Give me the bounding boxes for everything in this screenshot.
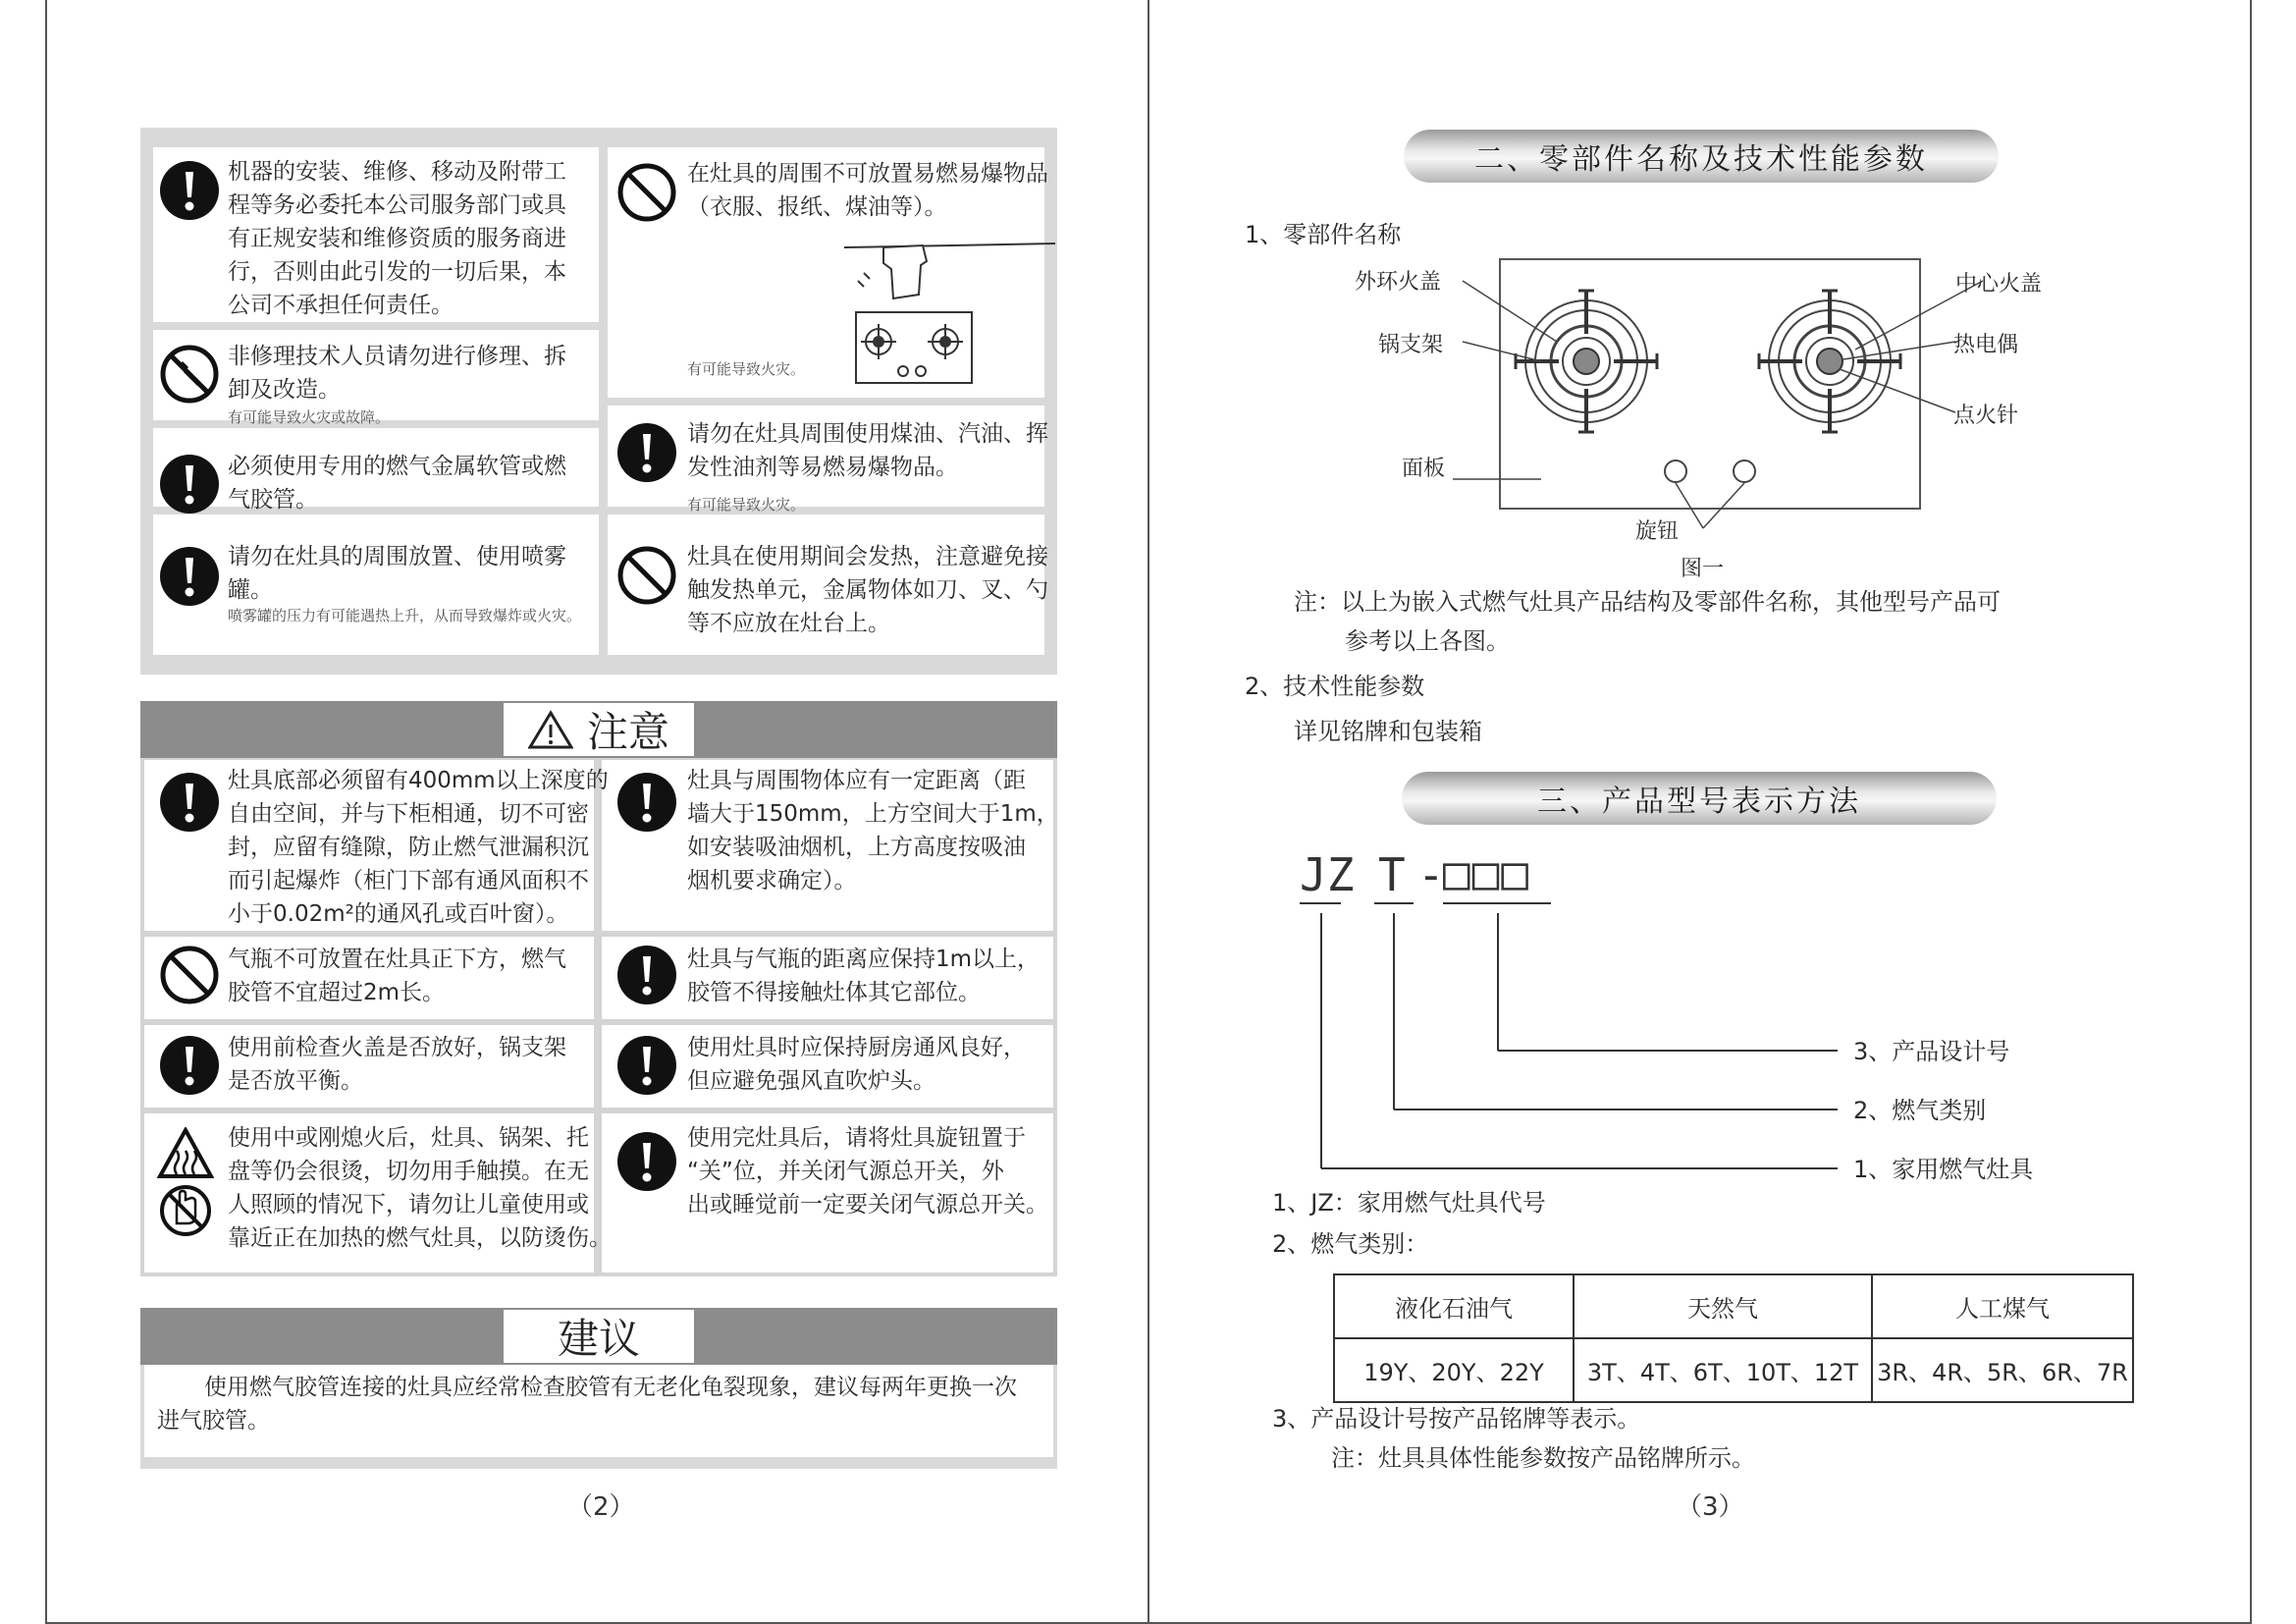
caution-line: 胶管不得接触灶体其它部位。 xyxy=(687,980,981,1005)
table-cell: 3T、4T、6T、10T、12T xyxy=(1574,1338,1872,1402)
warning-note: 有可能导致火灾。 xyxy=(687,360,806,378)
warning-note: 喷雾罐的压力有可能遇热上升，从而导致爆炸或火灾。 xyxy=(228,607,582,624)
caution-line: 如安装吸油烟机，上方高度按吸油 xyxy=(687,835,1026,860)
caution-line: 使用中或刚熄火后，灶具、锅架、托 xyxy=(228,1125,589,1151)
caution-line: 人照顾的情况下，请勿让儿童使用或 xyxy=(228,1192,589,1218)
table-header-cell: 液化石油气 xyxy=(1334,1274,1574,1338)
figure-caption: 图一 xyxy=(1681,557,1725,581)
prohibited-icon xyxy=(616,162,677,223)
caution-line: 使用灶具时应保持厨房通风良好， xyxy=(687,1035,1026,1060)
knob-left xyxy=(1665,460,1686,482)
exclamation-icon xyxy=(159,546,220,607)
caution-text xyxy=(687,1121,1048,1221)
label-pot-support: 锅支架 xyxy=(1378,333,1444,357)
model-legend-3: 3、产品设计号 xyxy=(1853,1038,2010,1065)
table-row xyxy=(1334,1338,2133,1402)
advice-line: 使用燃气胶管连接的灶具应经常检查胶管有无老化龟裂现象，建议每两年更换一次 xyxy=(204,1375,1017,1400)
design-number-text: 3、产品设计号按产品铭牌等表示。 xyxy=(1272,1405,1641,1433)
note-text xyxy=(1294,585,2001,658)
prohibited-icon xyxy=(159,945,220,1005)
frame-center-fold xyxy=(1148,0,1149,1624)
model-jz: JZ xyxy=(1300,848,1355,901)
table-cell: 3R、4R、5R、6R、7R xyxy=(1872,1338,2133,1402)
page-number-right: （3） xyxy=(1677,1492,1744,1522)
label-thermocouple: 热电偶 xyxy=(1953,333,2019,357)
table-header-row xyxy=(1334,1274,2133,1338)
model-leader-lines xyxy=(1296,901,1845,1186)
label-outer-cap: 外环火盖 xyxy=(1355,270,1442,295)
exclamation-icon xyxy=(159,1035,220,1096)
gas-type-table xyxy=(1333,1273,2134,1403)
caution-line: 使用完灶具后，请将灶具旋钮置于 xyxy=(687,1125,1026,1151)
frame-left-edge xyxy=(45,0,47,1624)
caution-text xyxy=(228,1121,612,1255)
model-legend-1: 1、家用燃气灶具 xyxy=(1853,1156,2034,1183)
label-knob: 旋钮 xyxy=(1635,519,1680,544)
advice-title-box xyxy=(504,1310,694,1363)
caution-text xyxy=(228,1031,566,1098)
caution-line: 但应避免强风直吹炉头。 xyxy=(687,1068,935,1094)
model-legend-2: 2、燃气类别 xyxy=(1853,1097,1987,1124)
knob-right xyxy=(1734,460,1755,482)
caution-line: 灶具与气瓶的距离应保持1m以上， xyxy=(687,947,1041,972)
label-panel: 面板 xyxy=(1402,457,1446,481)
exclamation-icon xyxy=(616,1035,677,1096)
caution-line: 小于0.02m²的通风孔或百叶窗）。 xyxy=(228,901,569,927)
advice-title: 建议 xyxy=(557,1315,640,1363)
advice-line: 进气胶管。 xyxy=(157,1408,270,1434)
caution-line: 使用前检查火盖是否放好，锅支架 xyxy=(228,1035,566,1060)
hot-surface-icon xyxy=(157,1127,214,1237)
caution-header xyxy=(140,701,1057,758)
note-line: 参考以上各图。 xyxy=(1345,627,1510,655)
warning-text: 非修理技术人员请勿进行修理、拆卸及改造。 xyxy=(228,344,566,403)
caution-text xyxy=(228,943,566,1009)
warning-triangle-icon xyxy=(528,710,573,749)
caution-line: “关”位，并关闭气源总开关，外 xyxy=(687,1159,1004,1184)
caution-line: 胶管不宜超过2m长。 xyxy=(228,980,446,1005)
model-dash: - xyxy=(1417,848,1445,901)
caution-text xyxy=(687,943,1040,1009)
exclamation-icon xyxy=(616,1131,677,1192)
caution-line: 自由空间，并与下柜相通，切不可密 xyxy=(228,801,589,827)
exclamation-icon xyxy=(616,772,677,833)
caution-line: 墙大于150mm，上方空间大于1m， xyxy=(687,801,1059,827)
exclamation-icon xyxy=(616,945,677,1005)
page-number-left: （2） xyxy=(567,1492,635,1522)
warning-text: 请勿在灶具周围使用煤油、汽油、挥发性油剂等易燃易爆物品。 xyxy=(687,421,1048,480)
caution-text xyxy=(687,764,1059,897)
advice-text xyxy=(157,1371,1017,1437)
no-repair-icon xyxy=(159,344,220,405)
caution-line: 出或睡觉前一定要关闭气源总开关。 xyxy=(687,1192,1048,1218)
warning-text: 请勿在灶具的周围放置、使用喷雾罐。 xyxy=(228,544,566,603)
caution-title-box xyxy=(504,703,694,756)
label-ignition-needle: 点火针 xyxy=(1953,404,2019,428)
section3-title: 三、产品型号表示方法 xyxy=(1402,772,1997,825)
caution-line: 灶具与周围物体应有一定距离（距 xyxy=(687,768,1026,793)
advice-header xyxy=(140,1308,1057,1365)
tech-detail: 详见铭牌和包装箱 xyxy=(1294,718,1482,745)
parts-heading: 1、零部件名称 xyxy=(1245,221,1402,248)
caution-text xyxy=(228,764,609,931)
warning-note: 有可能导致火灾或故障。 xyxy=(228,408,391,426)
table-cell: 19Y、20Y、22Y xyxy=(1334,1338,1574,1402)
warning-text: 灶具在使用期间会发热，注意避免接触发热单元，金属物体如刀、叉、勺等不应放在灶台上。 xyxy=(687,544,1048,636)
note-line: 注：以上为嵌入式燃气灶具产品结构及零部件名称，其他型号产品可 xyxy=(1294,588,2001,616)
caution-line: 封，应留有缝隙，防止燃气泄漏积沉 xyxy=(228,835,589,860)
exclamation-icon xyxy=(159,454,220,514)
tech-heading: 2、技术性能参数 xyxy=(1245,673,1425,700)
exclamation-icon xyxy=(159,160,220,221)
caution-line: 盘等仍会很烫，切勿用手触摸。在无 xyxy=(228,1159,589,1184)
table-header-cell: 天然气 xyxy=(1574,1274,1872,1338)
caution-line: 烟机要求确定）。 xyxy=(687,868,857,893)
model-t: T xyxy=(1378,848,1406,901)
final-note: 注：灶具具体性能参数按产品铭牌所示。 xyxy=(1331,1444,1755,1472)
explain-1: 1、JZ：家用燃气灶具代号 xyxy=(1272,1189,1546,1217)
caution-line: 气瓶不可放置在灶具正下方，燃气 xyxy=(228,947,566,972)
exclamation-icon xyxy=(159,772,220,833)
prohibited-icon xyxy=(616,545,677,606)
warning-note: 有可能导致火灾。 xyxy=(687,496,806,514)
table-header-cell: 人工煤气 xyxy=(1872,1274,2133,1338)
caution-line: 而引起爆炸（柜门下部有通风面积不 xyxy=(228,868,589,893)
frame-right-edge xyxy=(2250,0,2252,1624)
exclamation-icon xyxy=(616,422,677,483)
explain-2: 2、燃气类别： xyxy=(1272,1230,1429,1258)
model-boxes: □□□ xyxy=(1443,846,1531,899)
label-center-cap: 中心火盖 xyxy=(1955,272,2043,297)
caution-line: 靠近正在加热的燃气灶具，以防烫伤。 xyxy=(228,1225,612,1251)
caution-line: 是否放平衡。 xyxy=(228,1068,363,1094)
caution-line: 灶具底部必须留有400mm以上深度的 xyxy=(228,768,609,793)
warning-text: 机器的安装、维修、移动及附带工程等务必委托本公司服务部门或具有正规安装和维修资质的服务商进行，否则由此引发的一切后果，本公司不承担任何责任。 xyxy=(228,159,566,318)
section2-title: 二、零部件名称及技术性能参数 xyxy=(1404,130,1999,183)
warning-text: 必须使用专用的燃气金属软管或燃气胶管。 xyxy=(228,454,566,513)
caution-title: 注意 xyxy=(586,708,669,756)
caution-text xyxy=(687,1031,1026,1098)
warning-text: 在灶具的周围不可放置易燃易爆物品（衣服、报纸、煤油等）。 xyxy=(687,161,1048,220)
